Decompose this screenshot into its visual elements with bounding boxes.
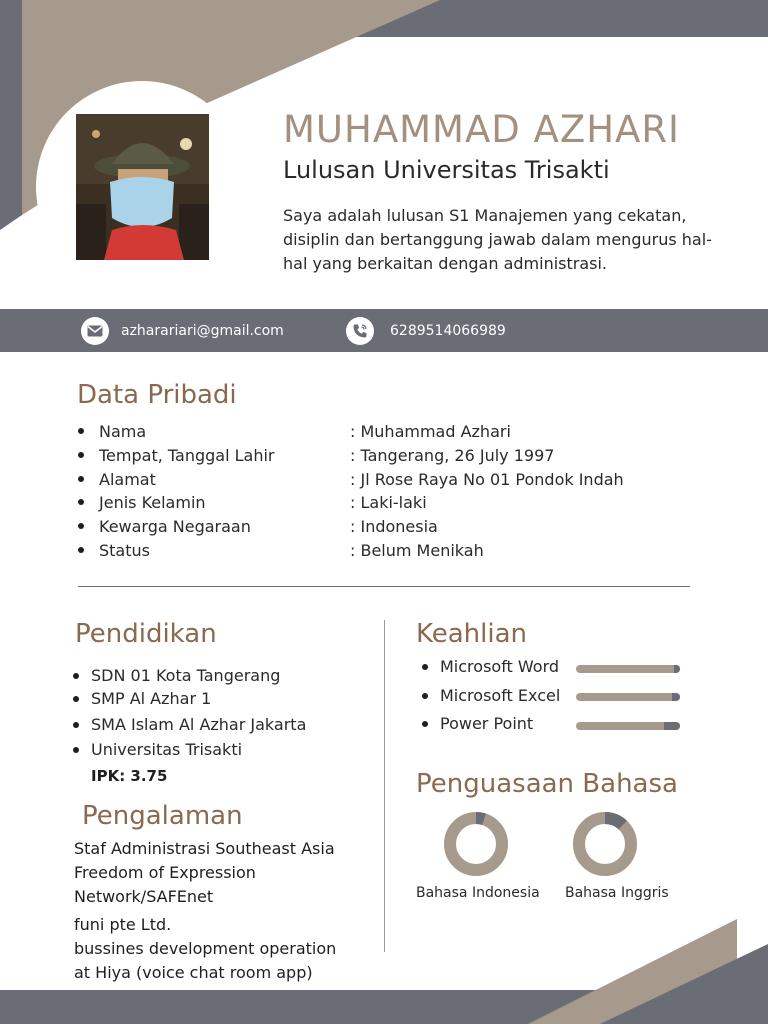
education-item-text: SDN 01 Kota Tangerang — [91, 666, 281, 685]
language-label: Bahasa Inggris — [565, 885, 669, 901]
contact-bar — [0, 309, 768, 352]
row-value: : Jl Rose Raya No 01 Pondok Indah — [350, 469, 624, 489]
experience-heading: Pengalaman — [82, 801, 243, 831]
contact-email — [81, 309, 284, 352]
language-label: Bahasa Indonesia — [416, 885, 540, 901]
bullet — [78, 499, 84, 505]
skill-item — [422, 714, 533, 733]
row-label: Nama — [99, 421, 147, 441]
row-label: Kewarga Negaraan — [99, 516, 251, 536]
row-label: Alamat — [99, 469, 156, 489]
row-label: Tempat, Tanggal Lahir — [99, 445, 275, 465]
personal-row — [78, 419, 511, 443]
personal-row — [78, 467, 624, 491]
contact-phone — [346, 309, 506, 352]
row-label: Jenis Kelamin — [99, 492, 206, 512]
skill-item — [422, 657, 559, 676]
bullet — [422, 693, 428, 699]
skill-item — [422, 686, 560, 705]
row-value: : Muhammad Azhari — [350, 421, 511, 441]
experience-job — [74, 913, 336, 985]
subtitle: Lulusan Universitas Trisakti — [283, 156, 610, 184]
skill-level-remainder — [672, 693, 680, 701]
bullet — [78, 428, 84, 434]
skill-name: Microsoft Word — [440, 657, 560, 676]
column-divider — [384, 620, 385, 952]
skill-name: Microsoft Excel — [440, 686, 561, 705]
ipk-score: IPK: 3.75 — [91, 767, 168, 785]
skill-level-bar — [576, 665, 680, 673]
bullet — [73, 696, 79, 702]
languages-heading: Penguasaan Bahasa — [416, 769, 678, 799]
row-value: : Belum Menikah — [350, 540, 484, 560]
experience-line: Network/SAFEnet — [74, 887, 214, 906]
education-item — [73, 740, 242, 759]
bullet — [422, 721, 428, 727]
experience-line: funi pte Ltd. — [74, 915, 172, 934]
education-item-text: SMA Islam Al Azhar Jakarta — [91, 715, 307, 734]
experience-line: Staf Administrasi Southeast Asia — [74, 839, 335, 858]
personal-row — [78, 538, 484, 562]
education-item-text: SMP Al Azhar 1 — [91, 689, 212, 708]
full-name: MUHAMMAD AZHARI — [283, 108, 680, 151]
experience-line: at Hiya (voice chat room app) — [74, 963, 313, 982]
education-item-text: Universitas Trisakti — [91, 740, 243, 759]
donut-track — [450, 818, 502, 870]
experience-line: bussines development operation — [74, 939, 337, 958]
personal-row — [78, 490, 427, 514]
bullet — [73, 747, 79, 753]
personal-heading: Data Pribadi — [77, 380, 237, 410]
phone-text: 6289514066989 — [390, 322, 506, 339]
bullet — [78, 452, 84, 458]
envelope-icon — [81, 317, 109, 345]
skill-level-bar — [576, 693, 680, 701]
bullet — [73, 673, 79, 679]
education-item — [73, 715, 306, 734]
profile-summary: Saya adalah lulusan S1 Manajemen yang cekatan, disiplin dan bertanggung jawab dalam mengurus hal-hal yang berkaitan dengan administrasi. — [283, 206, 712, 273]
donut-track — [579, 818, 631, 870]
personal-row — [78, 514, 438, 538]
bullet — [78, 523, 84, 529]
language-donut-indonesia — [440, 808, 512, 880]
skill-level-remainder — [664, 722, 680, 730]
experience-job — [74, 837, 335, 909]
row-value: : Indonesia — [350, 516, 438, 536]
row-value: : Laki-laki — [350, 492, 427, 512]
skill-name: Power Point — [440, 714, 534, 733]
personal-row — [78, 443, 554, 467]
row-label: Status — [99, 540, 150, 560]
bullet — [422, 664, 428, 670]
email-text: azharariari@gmail.com — [121, 322, 284, 339]
bullet — [78, 476, 84, 482]
experience-line: Freedom of Expression — [74, 863, 256, 882]
education-heading: Pendidikan — [75, 619, 217, 649]
bullet — [73, 722, 79, 728]
bullet — [78, 547, 84, 553]
skills-heading: Keahlian — [416, 619, 528, 649]
section-divider — [78, 586, 690, 587]
profile-photo — [76, 114, 209, 260]
skill-level-bar — [576, 722, 680, 730]
row-value: : Tangerang, 26 July 1997 — [350, 445, 555, 465]
phone-icon — [346, 317, 374, 345]
language-donut-inggris — [569, 808, 641, 880]
education-item — [73, 666, 280, 685]
education-item — [73, 689, 211, 708]
